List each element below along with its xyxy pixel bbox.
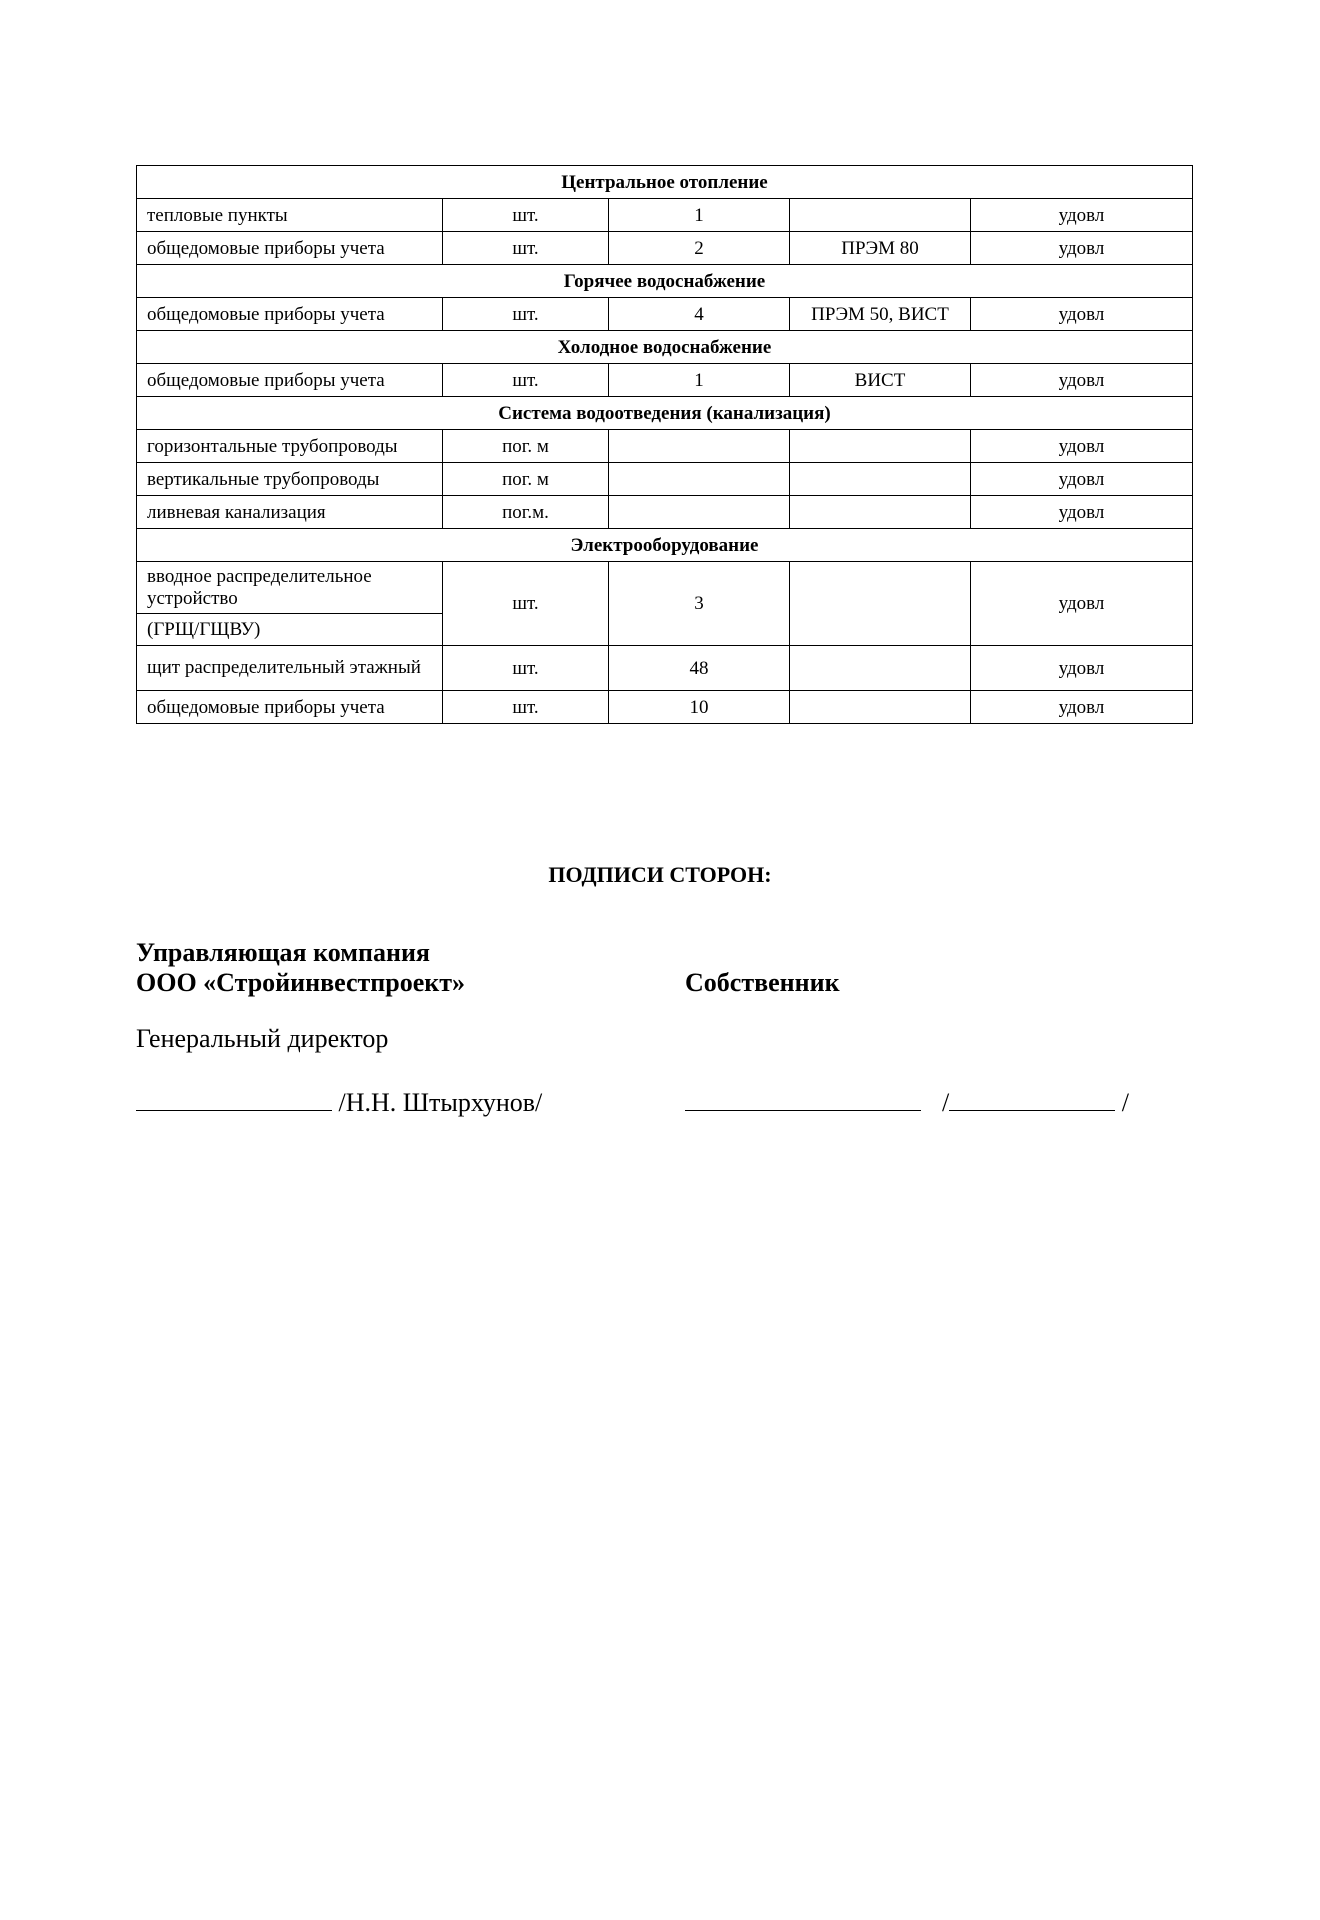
item-unit: шт. bbox=[443, 646, 609, 691]
owner-label: Собственник bbox=[685, 968, 840, 997]
item-name-extra: (ГРЩ/ГЩВУ) bbox=[137, 614, 443, 646]
section-header-sewerage bbox=[137, 397, 1193, 430]
item-unit: шт. bbox=[443, 562, 609, 646]
item-qty: 1 bbox=[609, 199, 790, 232]
item-type bbox=[790, 496, 971, 529]
item-state: удовл bbox=[971, 562, 1193, 646]
item-name: ливневая канализация bbox=[137, 496, 443, 529]
item-unit: шт. bbox=[443, 199, 609, 232]
item-type bbox=[790, 430, 971, 463]
item-state: удовл bbox=[971, 430, 1193, 463]
item-name: общедомовые приборы учета bbox=[137, 298, 443, 331]
item-type bbox=[790, 562, 971, 646]
item-qty: 48 bbox=[609, 646, 790, 691]
item-type bbox=[790, 646, 971, 691]
item-type bbox=[790, 691, 971, 724]
item-type: ВИСТ bbox=[790, 364, 971, 397]
item-unit: шт. bbox=[443, 364, 609, 397]
item-type bbox=[790, 199, 971, 232]
table-row bbox=[137, 364, 1193, 397]
section-title: Холодное водоснабжение bbox=[137, 331, 1193, 364]
item-state: удовл bbox=[971, 691, 1193, 724]
item-unit: пог. м bbox=[443, 430, 609, 463]
item-type: ПРЭМ 80 bbox=[790, 232, 971, 265]
item-qty bbox=[609, 463, 790, 496]
company-block bbox=[136, 938, 465, 998]
table-row bbox=[137, 646, 1193, 691]
section-title: Система водоотведения (канализация) bbox=[137, 397, 1193, 430]
item-name: общедомовые приборы учета bbox=[137, 691, 443, 724]
signature-blank bbox=[136, 1084, 332, 1111]
item-qty: 10 bbox=[609, 691, 790, 724]
section-title: Центральное отопление bbox=[137, 166, 1193, 199]
table-row bbox=[137, 232, 1193, 265]
director-position: Генеральный директор bbox=[136, 1024, 389, 1053]
table-row bbox=[137, 298, 1193, 331]
item-name: горизонтальные трубопроводы bbox=[137, 430, 443, 463]
section-header-electrical bbox=[137, 529, 1193, 562]
item-type bbox=[790, 463, 971, 496]
table-row bbox=[137, 430, 1193, 463]
equipment-table bbox=[136, 165, 1193, 724]
section-title: Электрооборудование bbox=[137, 529, 1193, 562]
slash-open: / bbox=[942, 1088, 950, 1117]
director-signature-line bbox=[136, 1084, 542, 1118]
item-qty: 4 bbox=[609, 298, 790, 331]
item-state: удовл bbox=[971, 298, 1193, 331]
item-unit: шт. bbox=[443, 232, 609, 265]
slash-close: / bbox=[1121, 1088, 1129, 1117]
item-name: общедомовые приборы учета bbox=[137, 232, 443, 265]
item-unit: пог. м bbox=[443, 463, 609, 496]
item-state: удовл bbox=[971, 199, 1193, 232]
table-row bbox=[137, 199, 1193, 232]
table-row bbox=[137, 562, 1193, 614]
item-unit: шт. bbox=[443, 298, 609, 331]
company-label: Управляющая компания bbox=[136, 938, 430, 967]
section-title: Горячее водоснабжение bbox=[137, 265, 1193, 298]
item-name: щит распределительный этажный bbox=[137, 646, 443, 691]
table-row bbox=[137, 463, 1193, 496]
section-header-heating bbox=[137, 166, 1193, 199]
item-qty: 1 bbox=[609, 364, 790, 397]
item-qty: 2 bbox=[609, 232, 790, 265]
item-qty bbox=[609, 496, 790, 529]
item-qty: 3 bbox=[609, 562, 790, 646]
signature-blank bbox=[685, 1084, 921, 1111]
section-header-hot-water bbox=[137, 265, 1193, 298]
item-name: вертикальные трубопроводы bbox=[137, 463, 443, 496]
item-qty bbox=[609, 430, 790, 463]
item-state: удовл bbox=[971, 496, 1193, 529]
name-blank bbox=[949, 1084, 1115, 1111]
item-unit: шт. bbox=[443, 691, 609, 724]
item-unit: пог.м. bbox=[443, 496, 609, 529]
company-name: ООО «Стройинвестпроект» bbox=[136, 968, 466, 997]
section-header-cold-water bbox=[137, 331, 1193, 364]
item-state: удовл bbox=[971, 463, 1193, 496]
director-name: /Н.Н. Штырхунов/ bbox=[338, 1088, 543, 1117]
item-name: общедомовые приборы учета bbox=[137, 364, 443, 397]
table-row bbox=[137, 496, 1193, 529]
item-name: тепловые пункты bbox=[137, 199, 443, 232]
item-state: удовл bbox=[971, 232, 1193, 265]
table-row bbox=[137, 691, 1193, 724]
owner-signature-line bbox=[685, 1084, 1129, 1118]
item-state: удовл bbox=[971, 646, 1193, 691]
item-name: вводное распределительное устройство bbox=[137, 562, 443, 614]
item-type: ПРЭМ 50, ВИСТ bbox=[790, 298, 971, 331]
item-state: удовл bbox=[971, 364, 1193, 397]
signatures-heading: ПОДПИСИ СТОРОН: bbox=[548, 862, 772, 887]
